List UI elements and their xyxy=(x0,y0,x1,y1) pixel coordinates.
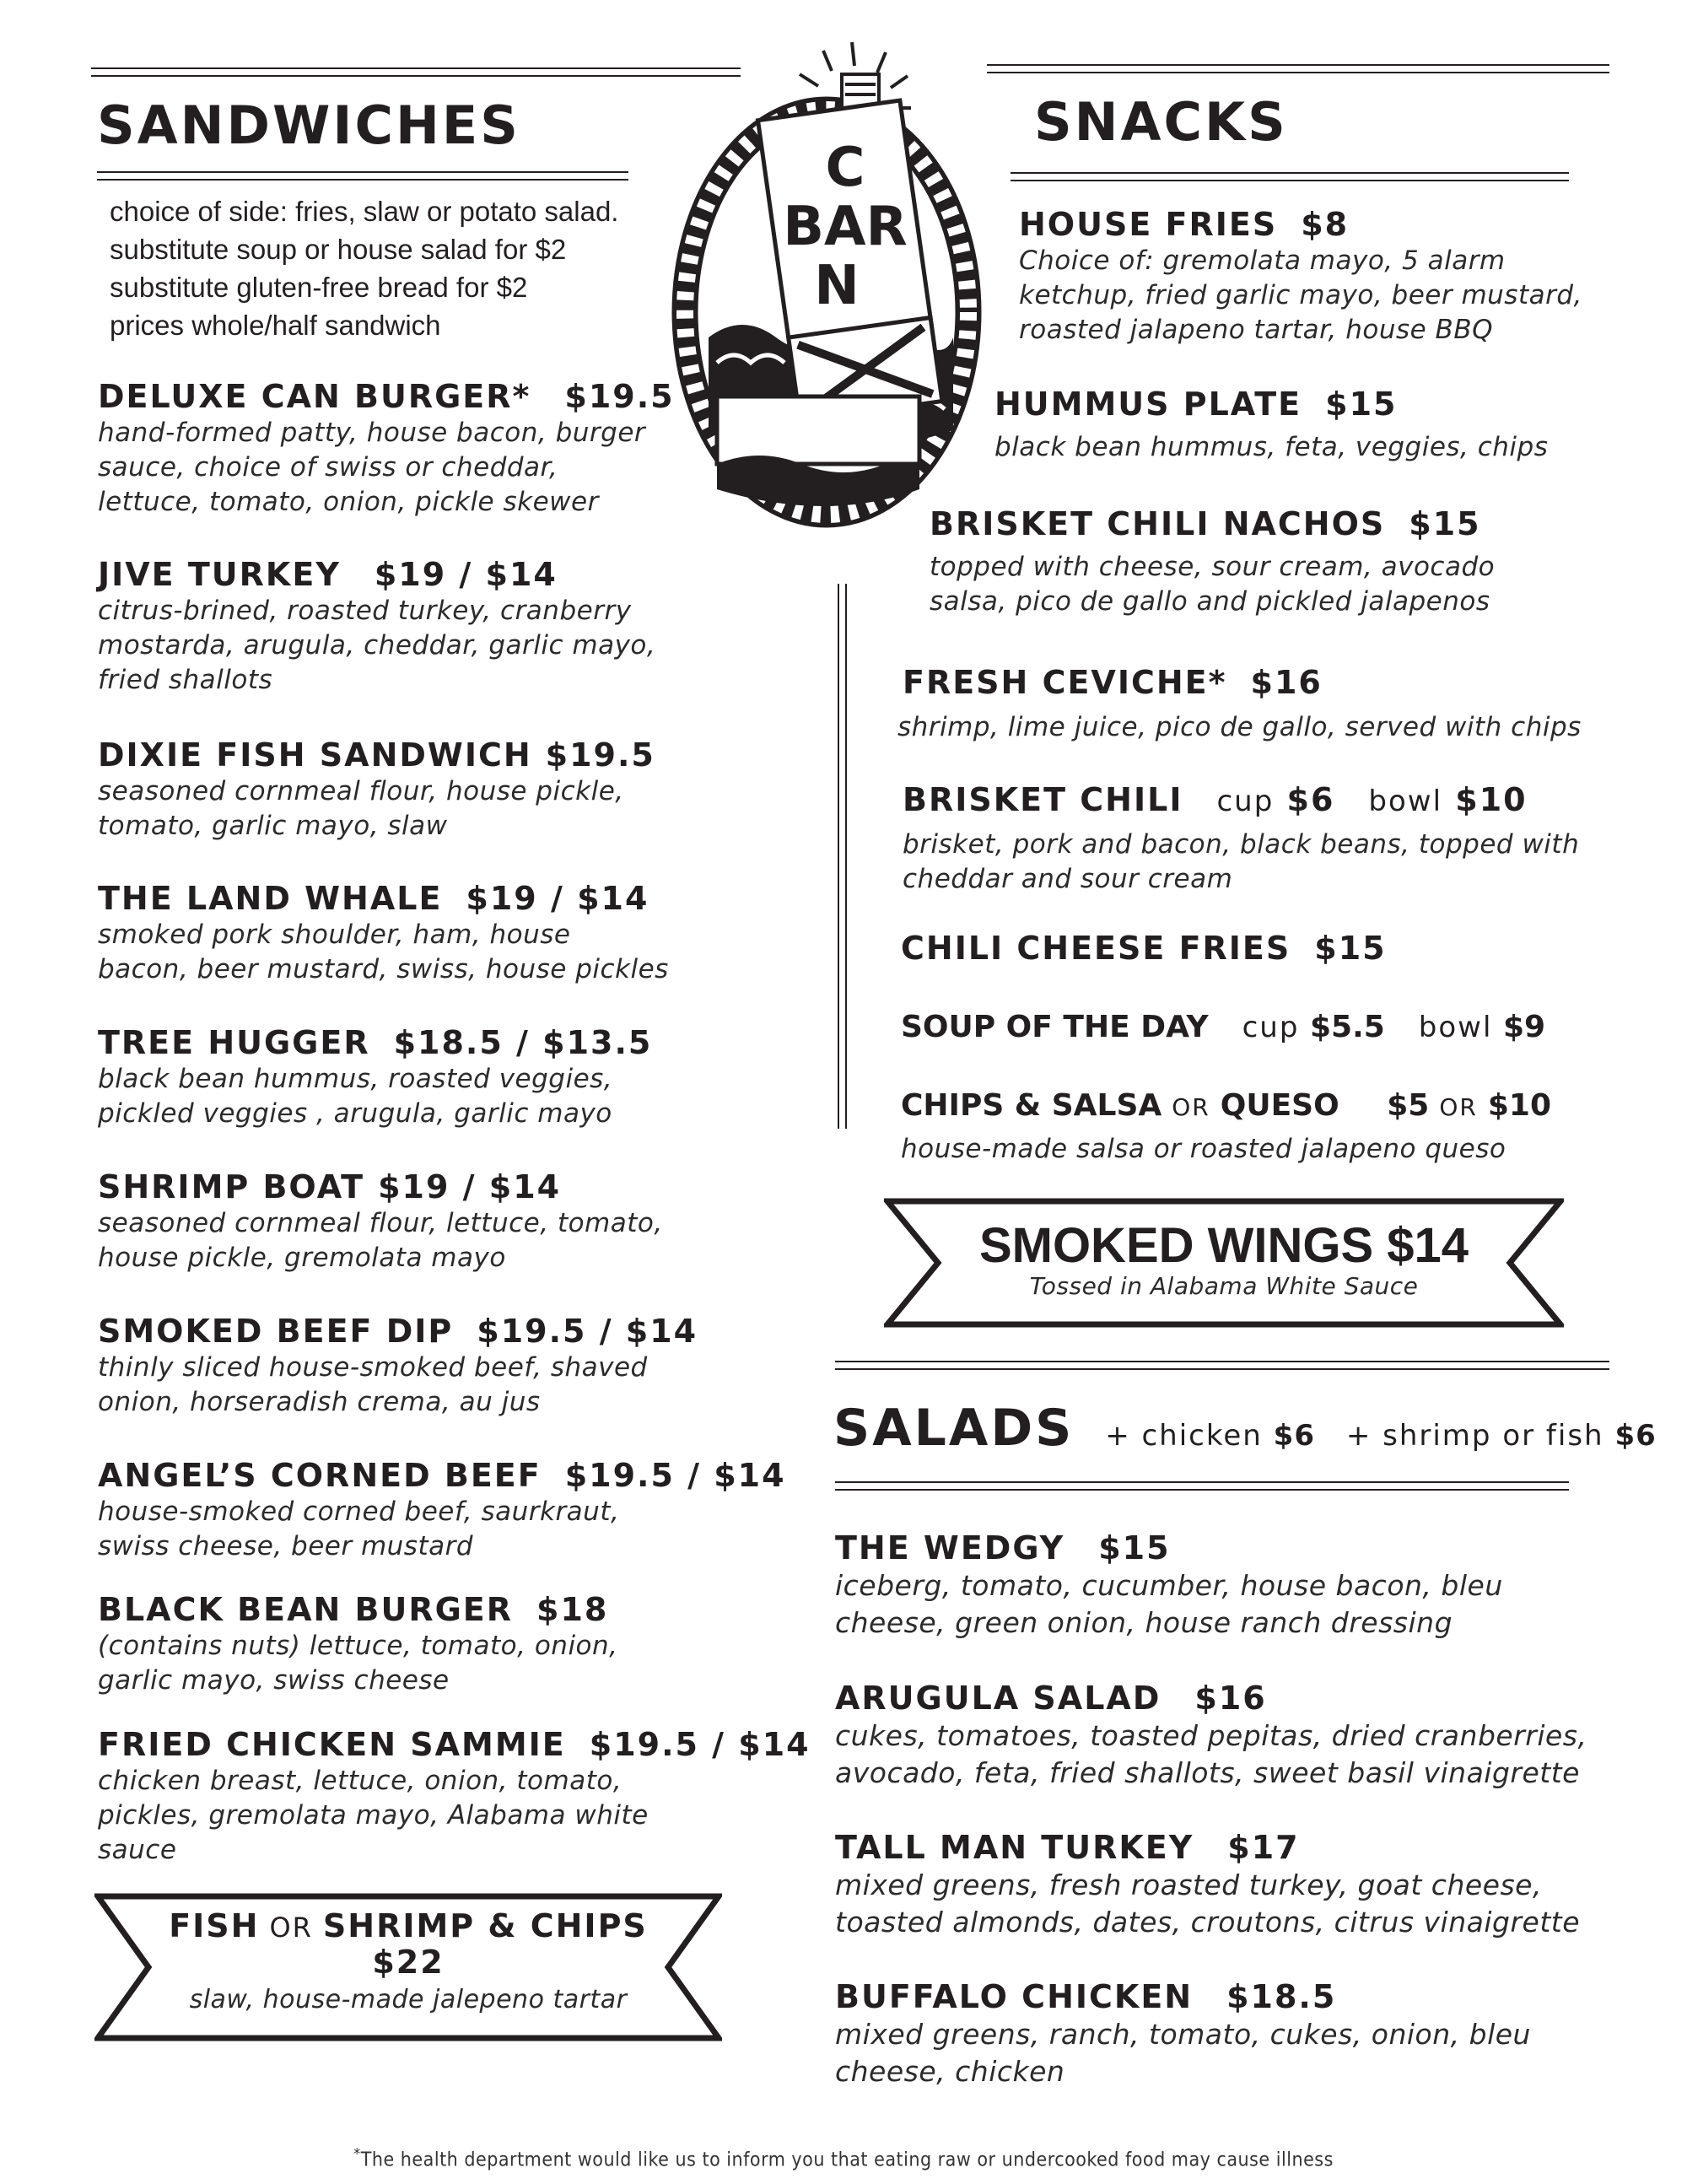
sandwiches-title-rule xyxy=(97,171,628,181)
item-name: THE WEDGY xyxy=(835,1529,1065,1567)
item-name: DIXIE FISH SANDWICH xyxy=(98,736,532,774)
price-queso: $10 xyxy=(1487,1088,1552,1123)
snacks-title-rule xyxy=(1011,172,1569,181)
item-description: chicken breast, lettuce, onion, tomato, pickles, gremolata mayo, Alabama white sauce xyxy=(98,1766,649,1865)
menu-item xyxy=(903,780,1579,897)
item-name: FRIED CHICKEN SAMMIE xyxy=(98,1726,566,1763)
cup-label: cup xyxy=(1216,785,1275,818)
item-price: $16 xyxy=(1250,664,1323,701)
item-name: FRESH CEVICHE* xyxy=(903,664,1227,701)
item-description: house-smoked corned beef, saurkraut, swiss cheese, beer mustard xyxy=(98,1496,620,1561)
salads-top-rule xyxy=(835,1361,1609,1370)
item-name-salsa: CHIPS & SALSA xyxy=(901,1088,1162,1123)
logo-letter-bar: BAR xyxy=(783,196,908,258)
menu-item xyxy=(835,1529,1503,1642)
item-name: DELUXE CAN BURGER* xyxy=(98,378,531,415)
menu-item xyxy=(98,1167,663,1275)
wings-title: SMOKED WINGS $14 xyxy=(978,1218,1469,1273)
salads-header xyxy=(833,1399,1657,1458)
item-price: $19 / $14 xyxy=(466,880,649,917)
item-name: SHRIMP BOAT xyxy=(98,1168,365,1205)
item-price: $19.5 xyxy=(564,378,675,415)
item-description: mixed greens, ranch, tomato, cukes, onion, bleu cheese, chicken xyxy=(835,2018,1531,2088)
item-description: seasoned cornmeal flour, house pickle, tomato, garlic mayo, slaw xyxy=(98,776,624,841)
bowl-label: bowl xyxy=(1418,1011,1493,1044)
item-price: $18.5 xyxy=(1226,1978,1337,2015)
logo-letter-c: C xyxy=(825,137,865,199)
menu-item xyxy=(835,1977,1531,2090)
or-label: OR xyxy=(1172,1093,1210,1121)
item-description: cukes, tomatoes, toasted pepitas, dried cranberries, avocado, feta, fried shallots, sweet basil vinaigrette xyxy=(835,1719,1587,1789)
item-description: black bean hummus, feta, veggies, chips xyxy=(994,432,1549,462)
item-price: $19.5 / $14 xyxy=(589,1726,811,1763)
item-name: HOUSE FRIES xyxy=(1019,206,1278,243)
item-price: $15 xyxy=(1098,1529,1171,1567)
item-name-queso: QUESO xyxy=(1220,1088,1339,1123)
menu-item xyxy=(901,1008,1545,1047)
banner-or: OR xyxy=(269,1912,313,1944)
menu-item xyxy=(98,1023,652,1131)
banner-price: $22 xyxy=(372,1944,445,1981)
note-line: prices whole/half sandwich xyxy=(110,310,441,341)
menu-item xyxy=(1019,205,1582,348)
can-bar-logo xyxy=(658,34,987,540)
item-name: BRISKET CHILI xyxy=(903,781,1183,818)
item-price: $19.5 / $14 xyxy=(564,1457,786,1494)
item-name: THE LAND WHALE xyxy=(98,880,443,917)
item-description: seasoned cornmeal flour, lettuce, tomato, house pickle, gremolata mayo xyxy=(98,1208,663,1273)
cup-label: cup xyxy=(1242,1011,1300,1044)
wings-desc: Tossed in Alabama White Sauce xyxy=(1029,1272,1419,1300)
health-disclaimer xyxy=(0,2145,1687,2171)
footer-text: The health department would like us to inform you that eating raw or undercooked food may cause illness xyxy=(360,2149,1334,2171)
item-description: iceberg, tomato, cucumber, house bacon, bleu cheese, green onion, house ranch dressing xyxy=(835,1569,1503,1639)
item-description: (contains nuts) lettuce, tomato, onion, garlic mayo, swiss cheese xyxy=(98,1631,618,1696)
snacks-vertical-rule xyxy=(838,584,847,1129)
salads-title: SALADS xyxy=(833,1399,1075,1458)
item-name: TREE HUGGER xyxy=(98,1024,370,1061)
item-name: CHILI CHEESE FRIES xyxy=(901,930,1291,967)
note-line: choice of side: fries, slaw or potato salad. xyxy=(110,196,619,227)
menu-item xyxy=(994,385,1548,465)
item-price: $18.5 / $13.5 xyxy=(393,1024,653,1061)
item-name: SOUP OF THE DAY xyxy=(901,1010,1209,1044)
note-line: substitute soup or house salad for $2 xyxy=(110,234,567,265)
footer-asterisk: * xyxy=(353,2145,361,2163)
banner-shrimp-chips: SHRIMP & CHIPS xyxy=(322,1907,648,1944)
addon-chicken-price: $6 xyxy=(1273,1419,1315,1453)
item-description: topped with cheese, sour cream, avocado salsa, pico de gallo and pickled jalapenos xyxy=(930,552,1496,617)
item-description: citrus-brined, roasted turkey, cranberry mostarda, arugula, cheddar, garlic mayo, fried shallots xyxy=(98,596,656,695)
item-name: ARUGULA SALAD xyxy=(835,1680,1161,1717)
bowl-price: $10 xyxy=(1455,781,1528,818)
menu-item xyxy=(98,1456,786,1564)
addon-chicken-label: + chicken xyxy=(1105,1419,1263,1453)
item-name: SMOKED BEEF DIP xyxy=(98,1313,454,1350)
item-price: $19 / $14 xyxy=(374,556,558,593)
smoked-wings-banner xyxy=(884,1220,1564,1301)
item-price: $15 xyxy=(1325,386,1398,423)
item-price: $16 xyxy=(1194,1680,1267,1717)
menu-item xyxy=(98,555,655,698)
menu-item xyxy=(835,1679,1587,1792)
menu-item xyxy=(98,1312,698,1420)
item-description: mixed greens, fresh roasted turkey, goat cheese, toasted almonds, dates, croutons, citrus vinaigrette xyxy=(835,1869,1581,1939)
top-left-rule xyxy=(91,67,741,77)
menu-item xyxy=(901,929,1387,968)
item-price: $19.5 / $14 xyxy=(477,1313,698,1350)
item-price: $15 xyxy=(1314,930,1387,967)
logo-letter-n: N xyxy=(814,255,860,317)
top-right-rule xyxy=(987,64,1609,73)
item-description: smoked pork shoulder, ham, house bacon, beer mustard, swiss, house pickles xyxy=(98,919,669,984)
item-price: $18 xyxy=(536,1591,609,1628)
item-description: shrimp, lime juice, pico de gallo, served with chips xyxy=(897,712,1582,742)
sandwiches-notes xyxy=(110,192,618,344)
item-description: brisket, pork and bacon, black beans, topped with cheddar and sour cream xyxy=(903,829,1580,894)
item-name: ANGEL’S CORNED BEEF xyxy=(98,1457,542,1494)
addon-shrimp-price: $6 xyxy=(1614,1419,1657,1453)
menu-item xyxy=(98,736,655,844)
item-description: house-made salsa or roasted jalapeno queso xyxy=(901,1134,1506,1164)
snacks-title: SNACKS xyxy=(1034,91,1288,153)
item-price: $17 xyxy=(1227,1829,1300,1866)
banner-desc: slaw, house-made jalepeno tartar xyxy=(189,1985,628,2014)
item-price: $8 xyxy=(1301,206,1350,243)
item-name: BRISKET CHILI NACHOS xyxy=(930,505,1386,542)
menu-item xyxy=(98,377,675,520)
cup-price: $5.5 xyxy=(1309,1010,1385,1044)
item-name: TALL MAN TURKEY xyxy=(835,1829,1194,1866)
item-name: JIVE TURKEY xyxy=(98,556,341,593)
or-label: OR xyxy=(1439,1093,1478,1121)
item-price: $19.5 xyxy=(545,736,655,774)
menu-item xyxy=(98,1590,618,1698)
bowl-price: $9 xyxy=(1502,1010,1546,1044)
sandwiches-title: SANDWICHES xyxy=(97,94,520,156)
note-line: substitute gluten-free bread for $2 xyxy=(110,272,528,303)
item-price: $15 xyxy=(1409,505,1481,542)
item-name: BLACK BEAN BURGER xyxy=(98,1591,514,1628)
menu-item xyxy=(897,663,1582,745)
item-name: HUMMUS PLATE xyxy=(994,386,1302,423)
menu-item xyxy=(930,504,1495,619)
addon-shrimp-label: + shrimp or fish xyxy=(1345,1419,1604,1453)
item-price: $19 / $14 xyxy=(378,1168,562,1205)
menu-item xyxy=(901,1087,1551,1167)
banner-fish: FISH xyxy=(169,1907,260,1944)
menu-item xyxy=(98,1725,811,1868)
item-description: Choice of: gremolata mayo, 5 alarm ketchup, fried garlic mayo, beer mustard, roasted jalapeno tartar, house BBQ xyxy=(1019,245,1582,345)
item-description: hand-formed patty, house bacon, burger sauce, choice of swiss or cheddar, lettuce, tomato, onion, pickle skewer xyxy=(98,418,646,517)
cup-price: $6 xyxy=(1286,781,1335,818)
bowl-label: bowl xyxy=(1368,785,1443,818)
price-salsa: $5 xyxy=(1387,1088,1430,1123)
item-name: BUFFALO CHICKEN xyxy=(835,1978,1194,2015)
item-description: thinly sliced house-smoked beef, shaved onion, horseradish crema, au jus xyxy=(98,1352,648,1417)
menu-item xyxy=(835,1828,1580,1941)
menu-item xyxy=(98,879,669,987)
item-description: black bean hummus, roasted veggies, pickled veggies , arugula, garlic mayo xyxy=(98,1064,613,1129)
fish-chips-banner xyxy=(94,1908,722,2017)
salads-title-rule xyxy=(835,1481,1569,1491)
